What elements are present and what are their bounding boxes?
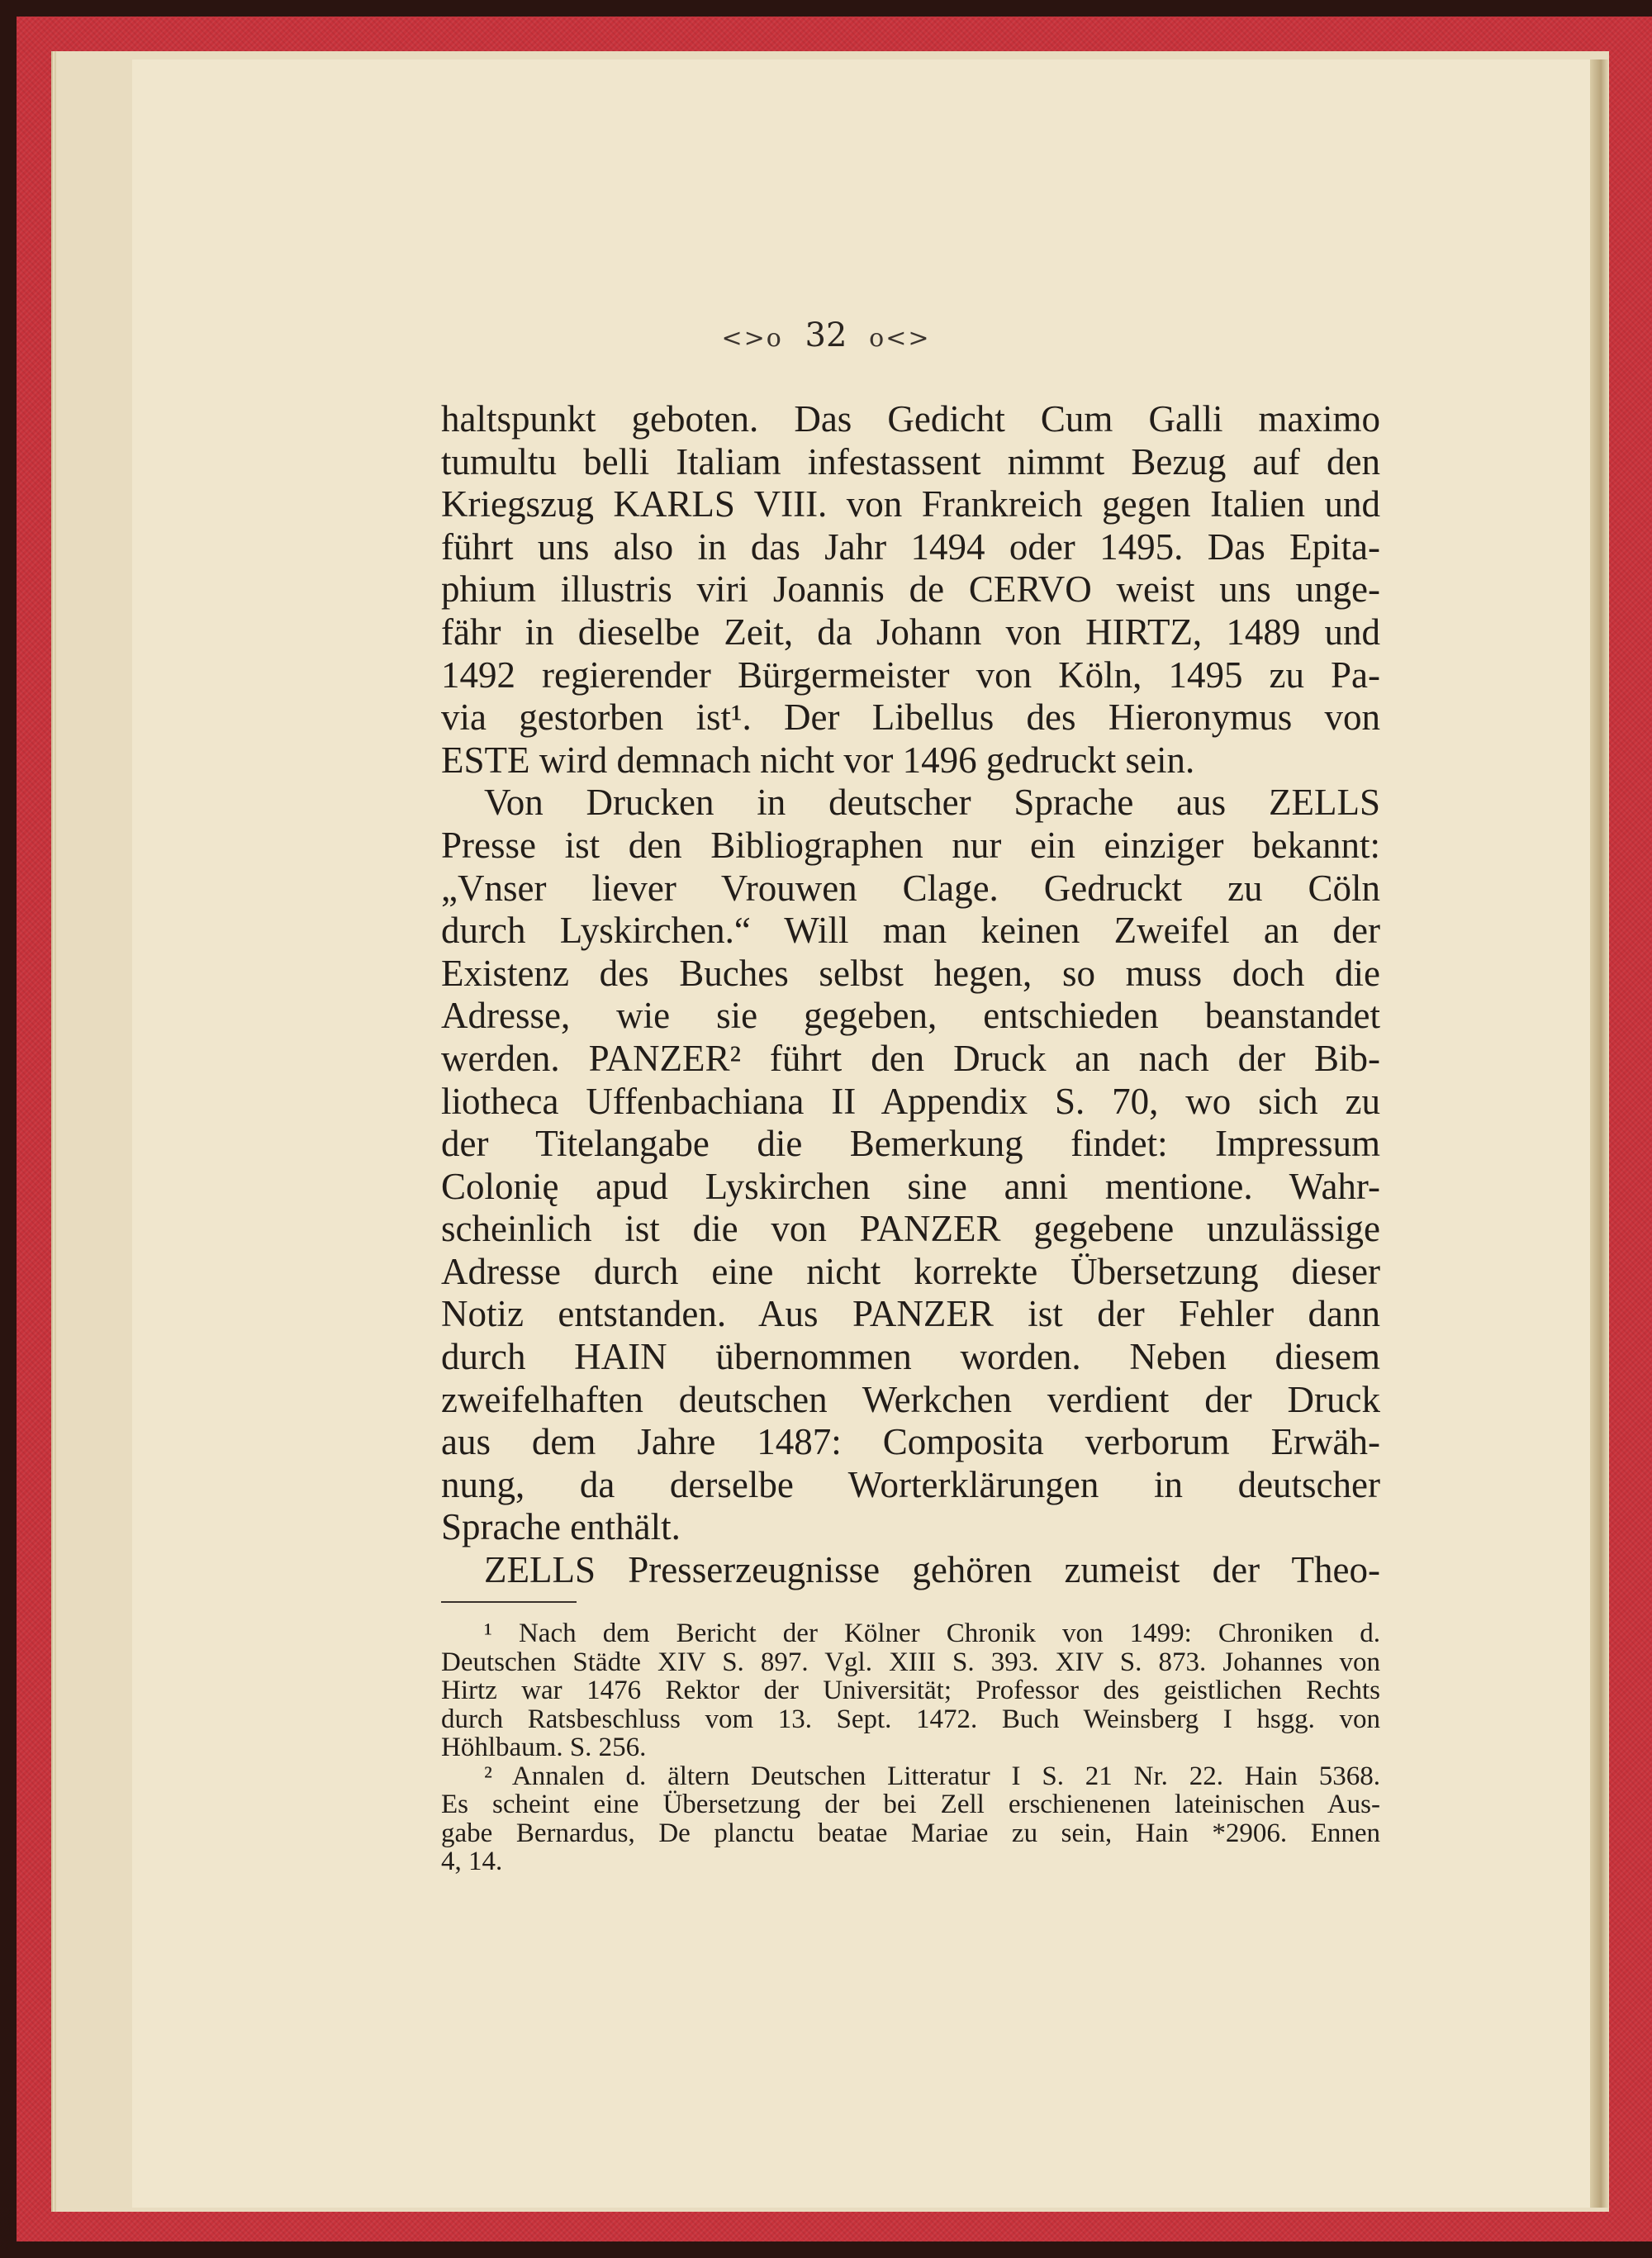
footnote-rule [441, 1601, 577, 1603]
page-number: 32 [805, 316, 847, 354]
footnote-line: Hirtz war 1476 Rektor der Universität; Professor des geistlichen Rechts [441, 1676, 1380, 1705]
footnote-line: Höhlbaum. S. 256. [441, 1733, 647, 1762]
text-line: haltspunkt geboten. Das Gedicht Cum Galli maximo [441, 398, 1380, 440]
footnote-line: Deutschen Städte XIV S. 897. Vgl. XIII S. 393. XIV S. 873. Johannes von [441, 1647, 1380, 1677]
text-line: phium illustris viri Joannis de CERVO weist uns unge- [441, 568, 1380, 611]
footnote-line: Es scheint eine Übersetzung der bei Zell erschienenen lateinischen Aus- [441, 1790, 1380, 1819]
text-line: durch HAIN übernommen worden. Neben diesem [441, 1336, 1380, 1378]
footnote-line: 4, 14. [441, 1847, 503, 1876]
footnote-line: gabe Bernardus, De planctu beatae Mariae zu sein, Hain *2906. Ennen [441, 1818, 1380, 1848]
text-line: fähr in dieselbe Zeit, da Johann von HIRTZ, 1489 und [441, 611, 1380, 653]
text-line: liotheca Uffenbachiana II Appendix S. 70, wo sich zu [441, 1080, 1380, 1122]
text-line: ESTE wird demnach nicht vor 1496 gedruckt sein. [441, 739, 1195, 781]
text-line: nung, da derselbe Worterklärungen in deutscher [441, 1463, 1380, 1505]
footnotes [441, 1619, 1380, 1876]
text-line: führt uns also in das Jahr 1494 oder 1495. Das Epita- [441, 525, 1380, 568]
text-line: scheinlich ist die von PANZER gegebene unzulässige [441, 1208, 1380, 1250]
body-text [441, 398, 1380, 1592]
text-line: werden. PANZER² führt den Druck an nach der Bib- [441, 1037, 1380, 1079]
text-line: der Titelangabe die Bemerkung findet: Impressum [441, 1123, 1380, 1165]
page-gutter [1590, 59, 1608, 2208]
text-line: aus dem Jahre 1487: Composita verborum Erwäh- [441, 1421, 1380, 1463]
text-line: Von Drucken in deutscher Sprache aus ZELLS [484, 782, 1380, 824]
footnote-line: ¹ Nach dem Bericht der Kölner Chronik von 1499: Chroniken d. [484, 1619, 1380, 1648]
text-line: „Vnser liever Vrouwen Clage. Gedruckt zu Cöln [441, 867, 1380, 909]
text-line: durch Lyskirchen.“ Will man keinen Zweifel an der [441, 910, 1380, 952]
text-line: tumultu belli Italiam infestassent nimmt Bezug auf den [441, 440, 1380, 482]
text-line: Adresse, wie sie gegeben, entschieden beanstandet [441, 995, 1380, 1037]
text-line: Existenz des Buches selbst hegen, so muss doch die [441, 952, 1380, 994]
footnote-line: durch Ratsbeschluss vom 13. Sept. 1472. Buch Weinsberg I hsgg. von [441, 1704, 1380, 1734]
text-line: Colonię apud Lyskirchen sine anni mentione. Wahr- [441, 1165, 1380, 1207]
text-line: via gestorben ist¹. Der Libellus des Hieronymus von [441, 696, 1380, 739]
text-line: zweifelhaften deutschen Werkchen verdient der Druck [441, 1378, 1380, 1420]
ornament-right: o<> [869, 324, 931, 353]
footnote-line: ² Annalen d. ältern Deutschen Litteratur I S. 21 Nr. 22. Hain 5368. [484, 1761, 1380, 1791]
footnote-2 [441, 1762, 1380, 1876]
text-line: Adresse durch eine nicht korrekte Übersetzung dieser [441, 1250, 1380, 1292]
text-line: Sprache enthält. [441, 1506, 681, 1548]
running-head [0, 316, 1652, 354]
text-line: Notiz entstanden. Aus PANZER ist der Fehler dann [441, 1293, 1380, 1335]
text-line: ZELLS Presserzeugnisse gehören zumeist der Theo- [484, 1549, 1380, 1591]
ornament-left: <>o [721, 324, 783, 353]
text-line: Presse ist den Bibliographen nur ein einziger bekannt: [441, 824, 1380, 866]
text-line: 1492 regierender Bürgermeister von Köln, 1495 zu Pa- [441, 654, 1380, 696]
footnote-1 [441, 1619, 1380, 1762]
text-line: Kriegszug KARLS VIII. von Frankreich gegen Italien und [441, 483, 1380, 525]
